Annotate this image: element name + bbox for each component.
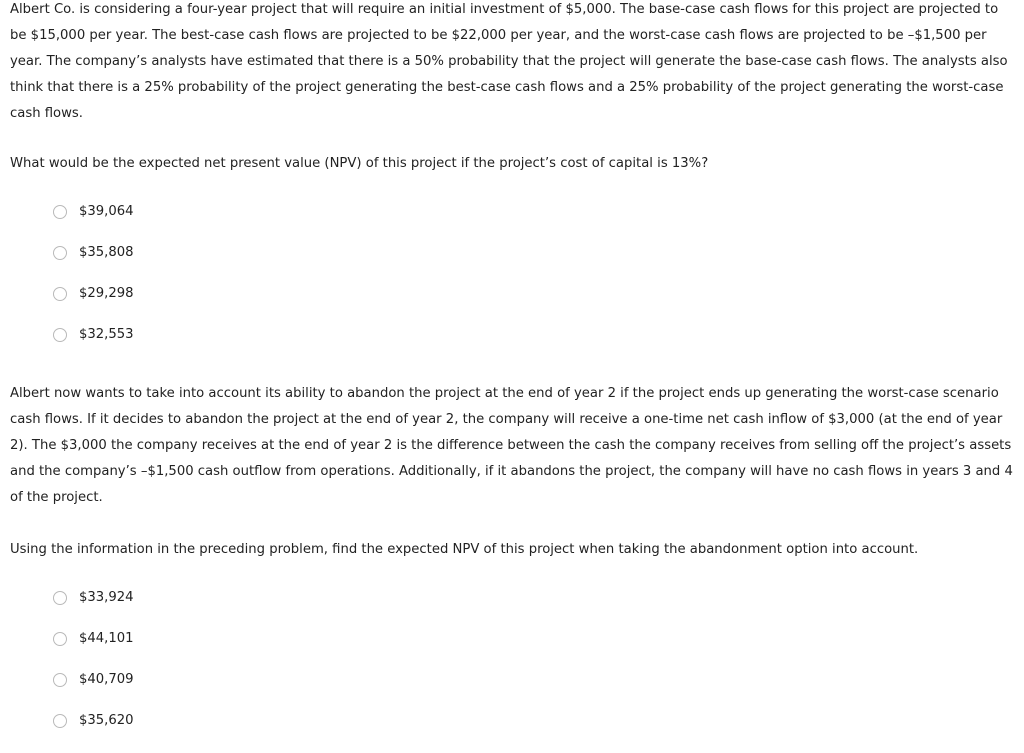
option-label: $39,064: [79, 204, 134, 219]
question2-option-2[interactable]: [53, 630, 134, 671]
question1-option-1[interactable]: [53, 203, 134, 244]
radio-button[interactable]: [53, 246, 67, 260]
question1-option-2[interactable]: [53, 244, 134, 285]
question1-context: Albert Co. is considering a four-year project that will require an initial investment of $5,000. The base-case cash flows for this project are projected to be $15,000 per year. The best-case cash flows are projected to be $22,000 per year, and the worst-case cash flows are projected to be –$1,500 per year. The company’s analysts have estimated that there is a 50% probability that the project will generate the base-case cash flows. The analysts also think that there is a 25% probability of the project generating the best-case cash flows and a 25% probability of the project generating the worst-case cash flows.: [10, 2, 1008, 121]
question2-prompt: Using the information in the preceding problem, find the expected NPV of this project when taking the abandonment option into account.: [10, 542, 919, 557]
question1-options: [53, 203, 134, 367]
radio-button[interactable]: [53, 632, 67, 646]
radio-button[interactable]: [53, 673, 67, 687]
question2-context: Albert now wants to take into account its ability to abandon the project at the end of year 2 if the project ends up generating the worst-case scenario cash flows. If it decides to abandon the project at the end of year 2, the company will receive a one-time net cash inflow of $3,000 (at the end of year 2). The $3,000 the company receives at the end of year 2 is the difference between the cash the company receives from selling off the project’s assets and the company’s –$1,500 cash outflow from operations. Additionally, if it abandons the project, the company will have no cash flows in years 3 and 4 of the project.: [10, 386, 1013, 505]
question2-option-4[interactable]: [53, 712, 134, 753]
option-label: $32,553: [79, 327, 134, 342]
radio-button[interactable]: [53, 205, 67, 219]
question1-option-4[interactable]: [53, 326, 134, 367]
question1-option-3[interactable]: [53, 285, 134, 326]
question1-prompt: What would be the expected net present value (NPV) of this project if the project’s cost of capital is 13%?: [10, 156, 709, 171]
question2-options: [53, 589, 134, 753]
radio-button[interactable]: [53, 328, 67, 342]
option-label: $29,298: [79, 286, 134, 301]
option-label: $35,808: [79, 245, 134, 260]
question2-option-1[interactable]: [53, 589, 134, 630]
option-label: $40,709: [79, 672, 134, 687]
option-label: $44,101: [79, 631, 134, 646]
radio-button[interactable]: [53, 591, 67, 605]
radio-button[interactable]: [53, 287, 67, 301]
option-label: $35,620: [79, 713, 134, 728]
option-label: $33,924: [79, 590, 134, 605]
question2-option-3[interactable]: [53, 671, 134, 712]
